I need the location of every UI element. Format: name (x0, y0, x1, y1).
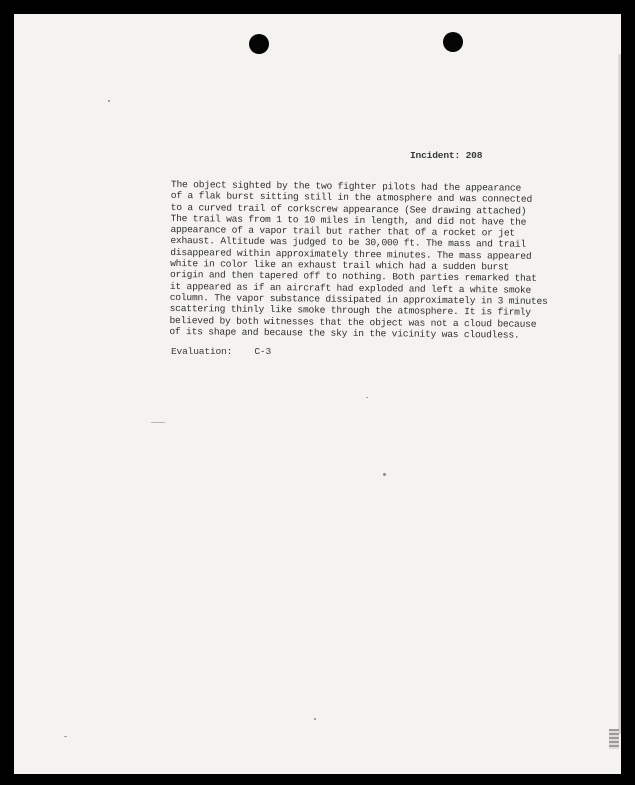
incident-number: 208 (465, 150, 483, 161)
body-line: white in color like an exhaust trail which had a sudden burst (170, 258, 510, 273)
body-line: The trail was from 1 to 10 miles in length, and did not have the (170, 212, 527, 228)
body-line: scattering thinly like smoke through the atmosphere. It is firmly (169, 303, 531, 319)
body-line: origin and then tapered off to nothing. Both parties remarked that (169, 269, 537, 285)
paper-speck (366, 397, 368, 398)
body-line: column. The vapor substance dissipated in approximately in 3 minutes (169, 291, 548, 307)
body-line: of a flak burst sitting still in the atmosphere and was connected (170, 190, 533, 206)
body-line: it appeared as if an aircraft had exploded and left a white smoke (169, 280, 532, 296)
page-edge-shadow (618, 54, 621, 734)
evaluation-value: C-3 (254, 346, 272, 357)
punch-hole-left (249, 34, 269, 54)
body-line: appearance of a vapor trail but rather that of a rocket or jet (170, 224, 516, 239)
paper-speck (64, 736, 67, 737)
document-page (14, 14, 621, 774)
page-edge-mark (609, 729, 619, 749)
body-line: to a curved trail of corkscrew appearance (See drawing attached) (170, 201, 527, 217)
body-line: of its shape and because the sky in the vicinity was cloudless. (169, 325, 520, 341)
body-line: The object sighted by the two fighter pilots had the appearance (170, 179, 522, 194)
paper-speck (314, 718, 316, 720)
evaluation-line (171, 346, 271, 357)
evaluation-label: Evaluation: (171, 346, 233, 357)
report-body (169, 179, 549, 341)
incident-heading (410, 150, 482, 161)
body-line: disappeared within approximately three minutes. The mass appeared (170, 246, 532, 262)
paper-speck (383, 473, 386, 476)
paper-speck (151, 422, 165, 423)
punch-hole-right (443, 32, 463, 52)
paper-speck (108, 100, 110, 102)
body-line: exhaust. Altitude was judged to be 30,000 ft. The mass and trail (170, 235, 527, 251)
body-line: believed by both witnesses that the object was not a cloud because (169, 314, 537, 330)
incident-label: Incident: (410, 150, 461, 161)
